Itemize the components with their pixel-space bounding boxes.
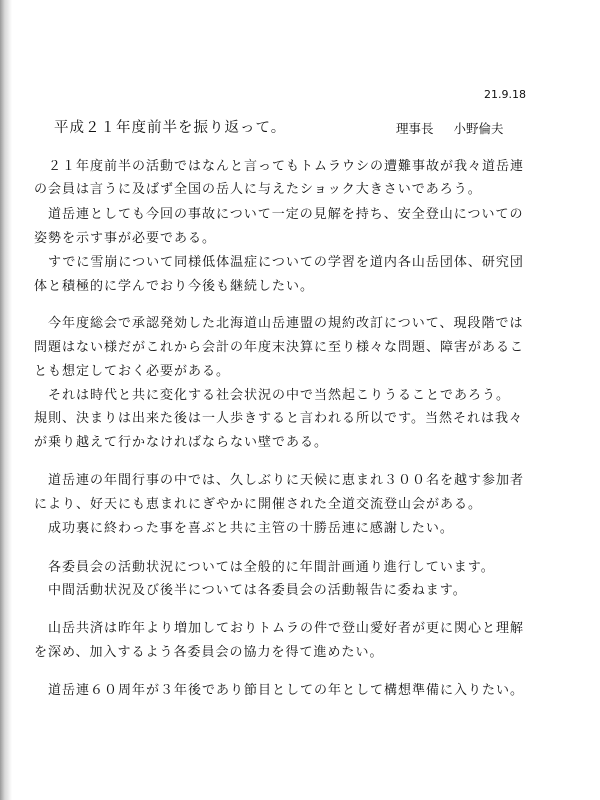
body-line: 中間活動状況及び後半については各委員会の活動報告に委ねます。 [34,583,467,598]
body-line: 体と積極的に学んでおり今後も継続したい。 [34,279,315,294]
body-line: 規則、決まりは出来た後は一人歩きすると言われる所以です。当然それは我々 [34,411,523,426]
scan-edge-shadow [0,0,12,800]
body-line: ２１年度前半の活動ではなんと言ってもトムラウシの遭難事故が我々道岳連 [34,159,525,174]
body-line: 各委員会の活動状況については全般的に年間計画通り進行しています。 [34,560,495,575]
body-line: すでに雪崩について同様低体温症についての学習を道内各山岳団体、研究団 [34,255,524,270]
body-line: が乗り越えて行かなければならない壁である。 [34,435,329,450]
body-line: 問題はない様だがこれから会計の年度末決算に至り様々な問題、障害があるこ [34,340,525,355]
document-title: 平成２１年度前半を振り返って。 [54,120,287,136]
body-line: の会員は言うに及ばず全国の岳人に与えたショック大きさいであろう。 [34,182,482,197]
body-line: それは時代と共に変化する社会状況の中で当然起こりうることであろう。 [34,388,511,403]
document-date: 21.9.18 [484,88,526,101]
body-line: 成功裏に終わった事を喜ぶと共に主管の十勝岳連に感謝したい。 [34,521,454,536]
body-line: とも想定しておく必要がある。 [34,364,231,379]
author-line [396,119,504,137]
body-line: を深め、加入するよう各委員会の協力を得て進めたい。 [34,645,384,660]
body-line: 道岳連としても今回の事故について一定の見解を持ち、安全登山についての [34,207,524,222]
body-line: 今年度総会で承認発効した北海道山岳連盟の規約改訂について、現段階では [34,316,524,331]
author-name: 小野倫夫 [453,121,504,136]
author-role: 理事長 [396,121,434,136]
body-line: 道岳連の年間行事の中では、久しぶりに天候に恵まれ３００名を越す参加者 [34,473,525,488]
body-line: 山岳共済は昨年より増加しておりトムラの件で登山愛好者が更に関心と理解 [34,621,525,636]
body-line: により、好天にも恵まれにぎやかに開催された全道交流登山会がある。 [34,497,483,512]
body-line: 姿勢を示す事が必要である。 [34,231,217,246]
body-line: 道岳連６０周年が３年後であり節目としての年として構想準備に入りたい。 [34,683,525,698]
